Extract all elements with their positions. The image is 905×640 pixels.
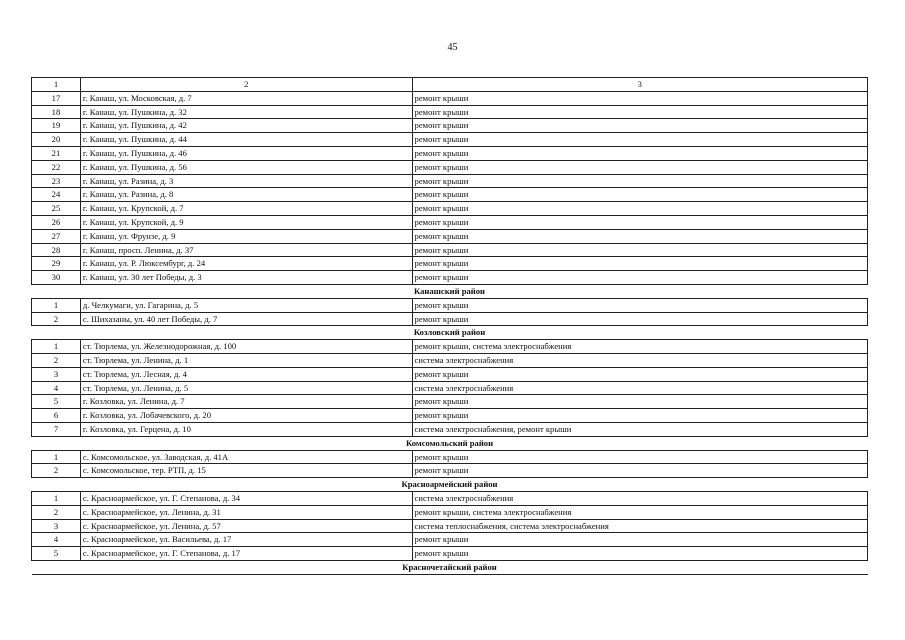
header-cell-address: 2 <box>80 78 412 92</box>
cell-address: с. Красноармейское, ул. Г. Степанова, д. 34 <box>80 491 412 505</box>
cell-number: 2 <box>32 505 81 519</box>
cell-address: с. Красноармейское, ул. Ленина, д. 31 <box>80 505 412 519</box>
cell-work: ремонт крыши <box>412 160 867 174</box>
cell-number: 3 <box>32 367 81 381</box>
cell-work: ремонт крыши <box>412 298 867 312</box>
table-row <box>32 533 868 547</box>
table-row <box>32 491 868 505</box>
cell-address: г. Канаш, ул. Разина, д. 3 <box>80 174 412 188</box>
cell-number: 4 <box>32 381 81 395</box>
cell-number: 7 <box>32 422 81 436</box>
cell-work: ремонт крыши <box>412 119 867 133</box>
cell-work: ремонт крыши <box>412 409 867 423</box>
cell-address: ст. Тюрлема, ул. Ленина, д. 5 <box>80 381 412 395</box>
cell-address: г. Канаш, ул. Пушкина, д. 44 <box>80 133 412 147</box>
cell-number: 28 <box>32 243 81 257</box>
table-row <box>32 91 868 105</box>
table-row <box>32 133 868 147</box>
table-row <box>32 202 868 216</box>
cell-number: 24 <box>32 188 81 202</box>
cell-work: ремонт крыши <box>412 202 867 216</box>
cell-number: 3 <box>32 519 81 533</box>
cell-number: 5 <box>32 395 81 409</box>
header-cell-work: 3 <box>412 78 867 92</box>
cell-address: г. Канаш, ул. Пушкина, д. 46 <box>80 146 412 160</box>
cell-number: 6 <box>32 409 81 423</box>
cell-address: г. Канаш, ул. Разина, д. 8 <box>80 188 412 202</box>
cell-work: ремонт крыши <box>412 105 867 119</box>
table-row <box>32 312 868 326</box>
cell-work: ремонт крыши <box>412 271 867 285</box>
cell-address: г. Козловка, ул. Лобачевского, д. 20 <box>80 409 412 423</box>
header-cell-number: 1 <box>32 78 81 92</box>
table-row <box>32 119 868 133</box>
table-row <box>32 395 868 409</box>
table-row <box>32 367 868 381</box>
table-row <box>32 519 868 533</box>
cell-number: 2 <box>32 312 81 326</box>
cell-number: 25 <box>32 202 81 216</box>
cell-work: ремонт крыши <box>412 464 867 478</box>
works-table <box>31 77 868 575</box>
cell-number: 1 <box>32 450 81 464</box>
cell-address: г. Канаш, ул. 30 лет Победы, д. 3 <box>80 271 412 285</box>
cell-number: 1 <box>32 340 81 354</box>
page-number: 45 <box>447 42 458 53</box>
cell-address: г. Канаш, ул. Пушкина, д. 56 <box>80 160 412 174</box>
cell-work: ремонт крыши <box>412 146 867 160</box>
table-row <box>32 257 868 271</box>
cell-work: ремонт крыши <box>412 533 867 547</box>
district-section-row <box>32 560 868 574</box>
table-row <box>32 547 868 561</box>
cell-number: 27 <box>32 229 81 243</box>
cell-work: система электроснабжения <box>412 353 867 367</box>
district-title: Козловский район <box>32 326 868 340</box>
cell-work: ремонт крыши <box>412 215 867 229</box>
cell-address: д. Челкумаги, ул. Гагарина, д. 5 <box>80 298 412 312</box>
table-row <box>32 464 868 478</box>
table-row <box>32 505 868 519</box>
cell-number: 19 <box>32 119 81 133</box>
table-row <box>32 340 868 354</box>
cell-address: г. Канаш, ул. Крупской, д. 7 <box>80 202 412 216</box>
cell-address: г. Канаш, ул. Московская, д. 7 <box>80 91 412 105</box>
cell-work: ремонт крыши <box>412 450 867 464</box>
cell-number: 2 <box>32 464 81 478</box>
cell-number: 23 <box>32 174 81 188</box>
table-row <box>32 243 868 257</box>
cell-address: г. Канаш, ул. Крупской, д. 9 <box>80 215 412 229</box>
cell-address: с. Красноармейское, ул. Г. Степанова, д. 17 <box>80 547 412 561</box>
cell-number: 17 <box>32 91 81 105</box>
cell-work: система теплоснабжения, система электроснабжения <box>412 519 867 533</box>
district-section-row <box>32 326 868 340</box>
cell-number: 20 <box>32 133 81 147</box>
district-title: Красноармейский район <box>32 478 868 492</box>
cell-work: ремонт крыши, система электроснабжения <box>412 340 867 354</box>
cell-work: система электроснабжения, ремонт крыши <box>412 422 867 436</box>
cell-work: ремонт крыши <box>412 257 867 271</box>
table-row <box>32 409 868 423</box>
cell-address: г. Канаш, просп. Ленина, д. 37 <box>80 243 412 257</box>
cell-number: 5 <box>32 547 81 561</box>
table-row <box>32 146 868 160</box>
cell-address: ст. Тюрлема, ул. Железнодорожная, д. 100 <box>80 340 412 354</box>
cell-number: 21 <box>32 146 81 160</box>
cell-number: 29 <box>32 257 81 271</box>
table-body <box>32 78 868 575</box>
cell-work: система электроснабжения <box>412 381 867 395</box>
cell-work: ремонт крыши <box>412 91 867 105</box>
cell-number: 1 <box>32 491 81 505</box>
cell-work: ремонт крыши <box>412 229 867 243</box>
cell-work: ремонт крыши <box>412 174 867 188</box>
cell-address: ст. Тюрлема, ул. Лесная, д. 4 <box>80 367 412 381</box>
cell-address: с. Комсомольское, ул. Заводская, д. 41А <box>80 450 412 464</box>
table-row <box>32 450 868 464</box>
cell-address: г. Канаш, ул. Фрунзе, д. 9 <box>80 229 412 243</box>
district-title: Красночетайский район <box>32 560 868 574</box>
table-row <box>32 271 868 285</box>
table-row <box>32 422 868 436</box>
table-row <box>32 298 868 312</box>
cell-address: с. Красноармейское, ул. Васильева, д. 17 <box>80 533 412 547</box>
table-header-row <box>32 78 868 92</box>
cell-address: г. Канаш, ул. Пушкина, д. 42 <box>80 119 412 133</box>
cell-number: 2 <box>32 353 81 367</box>
district-section-row <box>32 284 868 298</box>
cell-work: ремонт крыши <box>412 188 867 202</box>
cell-work: система электроснабжения <box>412 491 867 505</box>
district-section-row <box>32 436 868 450</box>
table-row <box>32 229 868 243</box>
table-row <box>32 188 868 202</box>
district-title: Канашский район <box>32 284 868 298</box>
cell-number: 22 <box>32 160 81 174</box>
cell-work: ремонт крыши <box>412 395 867 409</box>
table-row <box>32 381 868 395</box>
table-row <box>32 174 868 188</box>
district-section-row <box>32 478 868 492</box>
cell-number: 18 <box>32 105 81 119</box>
cell-number: 30 <box>32 271 81 285</box>
cell-number: 26 <box>32 215 81 229</box>
cell-work: ремонт крыши <box>412 367 867 381</box>
cell-address: г. Козловка, ул. Ленина, д. 7 <box>80 395 412 409</box>
cell-work: ремонт крыши <box>412 133 867 147</box>
cell-number: 1 <box>32 298 81 312</box>
cell-address: г. Канаш, ул. Пушкина, д. 32 <box>80 105 412 119</box>
cell-work: ремонт крыши <box>412 312 867 326</box>
district-title: Комсомольский район <box>32 436 868 450</box>
cell-address: г. Канаш, ул. Р. Люксембург, д. 24 <box>80 257 412 271</box>
cell-work: ремонт крыши, система электроснабжения <box>412 505 867 519</box>
table-row <box>32 105 868 119</box>
table-row <box>32 215 868 229</box>
cell-number: 4 <box>32 533 81 547</box>
table-row <box>32 353 868 367</box>
cell-work: ремонт крыши <box>412 547 867 561</box>
cell-address: г. Козловка, ул. Герцена, д. 10 <box>80 422 412 436</box>
cell-work: ремонт крыши <box>412 243 867 257</box>
cell-address: ст. Тюрлема, ул. Ленина, д. 1 <box>80 353 412 367</box>
cell-address: с. Шихазаны, ул. 40 лет Победы, д. 7 <box>80 312 412 326</box>
cell-address: с. Комсомольское, тер. РТП, д. 15 <box>80 464 412 478</box>
table-row <box>32 160 868 174</box>
cell-address: с. Красноармейское, ул. Ленина, д. 57 <box>80 519 412 533</box>
